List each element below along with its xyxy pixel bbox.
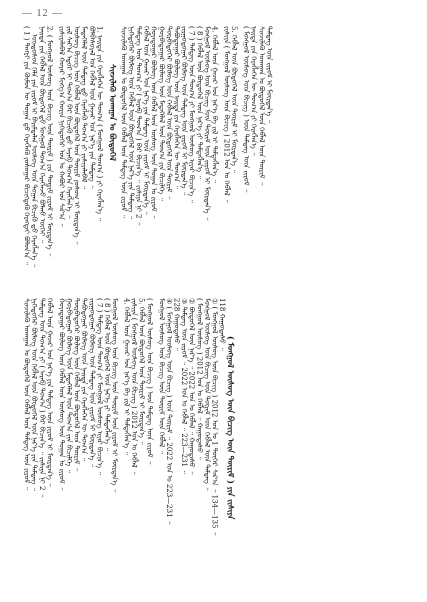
paragraph-line: ᠬᠡᠪᠯᠡᠯ ᠦᠨ ᠭᠠᠵᠠᠷ ᠤᠨ ᠨᠡᠷ᠎ᠡ ᠶᠢᠨ ᠲᠡᠮᠳᠡᠭ ᠦᠨ ᠵᠢᠷᠤᠮ ᠢ ᠮᠥᠷᠳᠡᠨ᠎ᠡ ᠃ <box>142 26 151 215</box>
paragraph-line: ᠮᠣᠩᠭᠣᠯ ᠦᠰᠦᠭ ᠦᠨ ᠪᠢᠴᠢᠭ ᠦᠨ ᠳᠦᠷᠢᠮ ᠦᠨ ᠵᠢᠷᠤᠮ ᠢ ᠮᠥᠷᠳᠡᠨ᠎ᠡ ᠃ <box>110 298 119 493</box>
paragraph-line: ᠵᠢᠯ ᠰᠠᠷ᠎ᠠ ᠡᠳᠦᠷ ᠢ ᠲᠣᠭ᠎ᠠ ᠪᠠᠷ ᠪᠢᠴᠢᠬᠦ ᠳ᠋ᠦ ᠠᠷᠠᠪ ᠲᠣᠭ᠎ᠠ ᠬᠡᠷᠡᠭᠯᠡᠨ᠎ᠡ ᠃ <box>64 26 73 219</box>
paragraph-line: ᠭᠤᠷᠪᠠᠳᠤᠭᠠᠷ ᠪᠦᠯᠦᠭ ᠦᠨ ᠮᠡᠳᠡᠭᠡᠯᠡᠯ ᠦᠨ ᠲᠣᠭ᠎ᠠ ᠶᠢᠨ ᠪᠢᠴᠢᠯᠭᠡ ᠃ <box>64 298 73 474</box>
paragraph-line: ᠰᠢᠨᠵᠢᠯᠡᠬᠦ ᠤᠬᠠᠭᠠᠨ ᠤ ᠪᠦᠲᠦᠭᠡᠯ ᠦᠨ ᠬᠡᠪᠯᠡᠯ ᠦᠨ ᠲᠡᠮᠳᠡᠭ ᠦᠨ ᠵᠢᠷᠤᠮ ᠃ <box>119 26 128 219</box>
section-heading: ᠰᠢᠨᠵᠢᠯᠡᠬᠦ ᠤᠬᠠᠭᠠᠨ ᠤ ᠪᠦᠲᠦᠭᠡᠯ <box>107 64 118 161</box>
paragraph-line: ᠮᠣᠩᠭᠣᠯ ᠦᠰᠦᠭ ᠦᠨ ᠪᠢᠴᠢᠭ ᠦᠨ ᠳᠦᠷᠢᠮ ᠦᠨ ᠬᠡᠪᠯᠡᠯ ᠦᠨ ᠲᠡᠮᠳᠡᠭ ᠃ <box>202 298 211 491</box>
paragraph-line: ᠬᠡᠪᠯᠡᠯ ᠦᠨ ᠭᠠᠵᠠᠷ ᠤᠨ ᠨᠡᠷ᠎ᠡ ᠶᠢᠨ ᠲᠡᠮᠳᠡᠭ ᠦᠨ ᠵᠢᠷᠤᠮ ᠢ ᠮᠥᠷᠳᠡᠨ᠎ᠡ ᠃ <box>45 298 54 487</box>
paragraph-line: ( 7 ) ᠲᠡᠮᠳᠡᠭ ᠦᠨ ᠲᠣᠭ᠎ᠠ ᠶᠢ ᠮᠣᠩᠭᠣᠯ ᠦᠰᠦᠭ ᠢᠶᠡᠷ ᠪᠢᠴᠢᠨ᠎ᠡ ᠃ <box>187 26 196 203</box>
paragraph-line: ᠰᠢᠨᠵᠢᠯᠡᠬᠦ ᠤᠬᠠᠭᠠᠨ ᠤ ᠪᠦᠲᠦᠭᠡᠯ ᠦᠨ ᠬᠡᠪᠯᠡᠯ ᠦᠨ ᠲᠡᠮᠳᠡᠭ ᠦᠨ ᠵᠢᠷᠤᠮ ᠃ <box>22 298 31 491</box>
paragraph-line: ( 1 ) ᠲᠡᠩᠷᠢ ᠶᠢᠨ ᠬᠦᠮᠦᠨ ᠦ ᠲᠣᠭᠠᠨ ᠳ᠋ᠤ ᠬᠡᠷᠡᠭᠯᠡᠬᠦ ᠶᠣᠰᠣᠭᠠᠷ ᠪᠢᠴᠢᠭᠳᠡᠬᠦ ᠬᠡᠷᠡᠭᠲᠡᠢ ᠪᠣᠯᠤᠨ᠎ᠠ ᠃ <box>22 26 31 265</box>
paragraph-line: ᠵᠢᠱᠢᠶᠡᠯᠡᠪᠡᠯ ᠬᠣᠶᠠᠷ ᠮᠢᠩᠭ᠎ᠠ ᠬᠣᠷᠢᠨ ᠨᠢᠭᠡᠳᠦᠭᠡᠷ ᠣᠨ ᠤ ᠬᠠᠪᠤᠷ ᠤᠨ ᠰᠠᠷ᠎ᠠ ᠃ <box>57 26 66 227</box>
paragraph-line: ᠮᠣᠩᠭᠣᠯ ᠦᠰᠦᠭ ᠦᠨ ᠪᠢᠴᠢᠭ ᠦᠨ ᠳᠦᠷᠢᠮ ᠦᠨ ᠬᠡᠪᠯᠡᠯ ᠃ <box>157 298 166 455</box>
paragraph-line: ( ᠮᠣᠩᠭᠣᠯ ᠦᠰᠦᠭ ) 2012 ᠣᠨ ᠤ ᠬᠡᠪᠯᠡᠯ ᠃ ᠬᠠᠭᠤᠳᠠᠰᠤ ᠃ <box>195 298 204 460</box>
paragraph-line: ᠨᠡᠢᠲᠡ ᠶᠢᠨ ᠬᠡᠪᠯᠡᠯ ᠦᠨ ᠪᠦᠲᠦᠭᠡᠯ ᠳ᠋ᠦ ᠮᠣᠩᠭᠣᠯ ᠲᠣᠭ᠎ᠠ ᠬᠡᠷᠡᠭᠯᠡᠵᠦ ᠪᠣᠯᠬᠤ ᠦᠭᠡᠢ ᠃ <box>37 26 46 244</box>
paragraph-line: 2. ( ᠮᠣᠩᠭᠣᠯ ᠦᠰᠦᠭ ᠦᠨ ᠪᠢᠴᠢᠭ ᠦᠨ ᠳᠦᠷᠢᠮ ) ᠶᠢᠨ ᠳᠦᠷᠢᠮ ᠵᠢᠷᠤᠮ ᠢ ᠮᠥᠷᠳᠡᠨ᠎ᠡ ᠃ <box>45 26 54 257</box>
paragraph-line: 5. ᠬᠡᠪᠯᠡᠯ ᠦᠨ ᠪᠦᠲᠦᠭᠡᠯ ᠦᠨ ᠳᠦᠷᠢᠮ ᠢ ᠮᠥᠷᠳᠡᠨ᠎ᠡ ᠃ <box>230 26 239 173</box>
bottom-text-block <box>22 298 417 564</box>
paragraph-line: ᠵᠢᠱᠢᠶᠡ ( ᠮᠣᠩᠭᠣᠯ ᠦᠰᠦᠭ ᠦᠨ ᠪᠢᠴᠢᠭ ) 2012 ᠣᠨ ᠤ ᠬᠡᠪᠯᠡᠯ ᠃ <box>222 26 231 203</box>
paragraph-line: ( ᠮᠣᠩᠭᠣᠯ ᠦᠰᠦᠭ ᠦᠨ ᠪᠢᠴᠢᠭ ) ᠦᠨ ᠲᠡᠮᠳᠡᠭ ᠦᠨ ᠵᠢᠷᠤᠮ ᠃ <box>242 26 251 193</box>
paragraph-line: ᠨᠢᠭᠡᠳᠦᠭᠡᠷ ᠪᠦᠯᠦᠭ ᠦᠨ ᠬᠡᠪᠯᠡᠯ ᠦᠨ ᠪᠦᠲᠦᠭᠡᠯ ᠦᠨ ᠨᠡᠷ᠎ᠡ ᠶᠢᠨ ᠲᠡᠮᠳᠡᠭ ᠃ <box>126 26 135 220</box>
paragraph-line: 228 ᠬᠠᠭᠤᠳᠠᠰᠤ ᠃ <box>172 298 181 351</box>
paragraph-line: ᠨᠢᠭᠡᠳᠦᠭᠡᠷ ᠪᠦᠯᠦᠭ ᠦᠨ ᠬᠡᠪᠯᠡᠯ ᠦᠨ ᠪᠦᠲᠦᠭᠡᠯ ᠦᠨ ᠨᠡᠷ᠎ᠡ ᠶᠢᠨ ᠲᠡᠮᠳᠡᠭ ᠃ <box>30 298 39 492</box>
paragraph-line: ᠲᠡᠮᠳᠡᠭ ᠦᠨ ᠲᠣᠭ᠎ᠠ ᠶᠢ ( ᠠᠷᠠᠪ ᠲᠣᠭ᠎ᠠ ) ᠪᠠᠷ ᠪᠢᠴᠢᠨ᠎ᠡ ᠃ ᠵᠢᠱᠢᠶᠡ ᠨᠢ 2 ᠃ <box>37 298 46 498</box>
paragraph-line: 1. ᠨᠡᠢᠲᠡ ᠶᠢᠨ ᠬᠡᠷᠡᠭᠯᠡᠭᠡᠨ ᠦ ᠲᠣᠭ᠎ᠠ ( ᠮᠣᠩᠭᠣᠯ ᠲᠣᠭ᠎ᠠ ) ᠶᠢ ᠬᠡᠷᠡᠭᠯᠡᠨ᠎ᠡ ᠃ <box>95 26 104 221</box>
paragraph-line: ᠭᠤᠷᠪᠠᠳᠤᠭᠠᠷ ᠪᠦᠯᠦᠭ ᠦᠨ ᠮᠡᠳᠡᠭᠡᠯᠡᠯ ᠦᠨ ᠲᠣᠭ᠎ᠠ ᠶᠢᠨ ᠪᠢᠴᠢᠯᠭᠡ ᠃ <box>157 26 166 202</box>
paragraph-line: ᠮᠣᠩᠭᠣᠯ ᠦᠰᠦᠭ ᠦᠨ ᠪᠢᠴᠢᠭ ᠦᠨ ᠳᠦᠷᠢᠮ ᠦᠨ ᠵᠢᠷᠤᠮ ᠢ ᠮᠥᠷᠳᠡᠨ᠎ᠡ ᠃ <box>202 26 211 221</box>
paragraph-line: ② ᠪᠦᠲᠦᠭᠡᠯ ᠦᠨ ᠨᠡᠷ᠎ᠡ ᠃ 2022 ᠣᠨ ᠤ ᠬᠡᠪᠯᠡᠯ ᠃ ᠬᠠᠭᠤᠳᠠᠰᠤ ᠃ <box>187 298 196 475</box>
paragraph-line: ᠦᠰᠦᠭ ᠪᠢᠴᠢᠭ ᠦᠨ ᠬᠡᠪᠯᠡᠯ ᠦᠨ ᠪᠦᠲᠦᠭᠡᠯ ᠦᠨ ᠳᠦᠷᠢᠮ ᠶᠣᠰᠣᠭ ᠢ ᠮᠥᠷᠳᠡᠨ᠎ᠡ ᠃ <box>72 26 81 245</box>
paragraph-line: 118 ᠬᠠᠭᠤᠳᠠᠰᠤ ᠃ <box>218 298 227 351</box>
paragraph-line: ᠬᠣᠶᠠᠳᠤᠭᠠᠷ ᠪᠦᠯᠦᠭ ᠦᠨ ᠬᠡᠪᠯᠡᠯ ᠦᠨ ᠦᠰᠦᠭ ᠦᠨ ᠲᠣᠭᠠᠨ ᠤ ᠵᠢᠷᠤᠮ ᠃ <box>149 26 158 219</box>
paragraph-line: ( ᠮᠣᠩᠭᠣᠯ ᠦᠰᠦᠭ ᠦᠨ ᠪᠢᠴᠢᠭ ) ᠦᠨ ᠲᠡᠮᠳᠡᠭ ᠦᠨ ᠵᠢᠷᠤᠮ ᠃ <box>145 298 154 465</box>
paragraph-line: ① ( ᠮᠣᠩᠭᠣᠯ ᠦᠰᠦᠭ ᠦᠨ ᠪᠢᠴᠢᠭ ) 2012 ᠣᠨ ᠤ 1 ᠳᠦᠭᠡᠷ ᠰᠠᠷ᠎ᠠ ᠃ 134—135 ᠃ <box>210 298 219 536</box>
paragraph-line: ④ ( ᠮᠣᠩᠭᠣᠯ ᠦᠰᠦᠭ ᠦᠨ ᠪᠢᠴᠢᠭ ) ᠦᠨ ᠳᠦᠷᠢᠮ ᠃ 2022 ᠣᠨ ᠤ 223—231 ᠃ <box>164 298 173 525</box>
paragraph-line: ③ ᠲᠡᠮᠳᠡᠭ ᠦᠨ ᠵᠢᠷᠤᠮ ᠃ 2022 ᠣᠨ ᠤ ᠬᠡᠪᠯᠡᠯ ᠃ 223—231 ᠃ <box>180 298 189 474</box>
paragraph-line: ( 8 ) ᠬᠡᠪᠯᠡᠯ ᠦᠨ ᠪᠦᠲᠦᠭᠡᠯ ᠦᠨ ᠨᠡᠷ᠎ᠡ ᠶᠢ ᠲᠡᠮᠳᠡᠭᠯᠡᠨ᠎ᠡ ᠃ <box>102 298 111 451</box>
paragraph-line: ᠲᠡᠮᠳᠡᠭ ᠦᠨ ᠵᠢᠷᠤᠮ ᠢ ᠮᠥᠷᠳᠡᠨ᠎ᠡ ᠃ <box>264 26 273 124</box>
paragraph-line: ᠮᠡᠳᠡᠭᠡᠯᠡᠯ ᠦᠨ ᠲᠡᠮᠳᠡᠭ ᠳ᠋ᠦ ᠬᠡᠷᠡᠭᠯᠡᠬᠦ ᠲᠣᠭ᠎ᠠ ᠶᠢ ᠵᠢᠱᠢᠶᠡᠯᠡᠪᠡᠯ ᠃ <box>80 26 89 190</box>
paragraph-line: ᠪᠣᠯᠪᠠᠰᠤᠷᠠᠯ ᠤᠨ ᠬᠡᠪᠯᠡᠯ ᠦᠨ ᠭᠠᠵᠠᠷ ᠤᠨ ᠨᠡᠷ᠎ᠡ ᠶᠢᠨ ᠲᠡᠮᠳᠡᠭ ᠃ <box>87 26 96 189</box>
paragraph-line: ( 8 ) ᠬᠡᠪᠯᠡᠯ ᠦᠨ ᠪᠦᠲᠦᠭᠡᠯ ᠦᠨ ᠨᠡᠷ᠎ᠡ ᠶᠢ ᠲᠡᠮᠳᠡᠭᠯᠡᠨ᠎ᠡ ᠃ <box>195 26 204 179</box>
paragraph-line: ᠵᠢᠷᠭᠤᠳᠤᠭᠠᠷ ᠪᠦᠯᠦᠭ ᠦᠨ ᠲᠡᠮᠳᠡᠭ ᠦᠨ ᠵᠢᠷᠤᠮ ᠢ ᠮᠥᠷᠳᠡᠨ᠎ᠡ ᠃ <box>180 26 189 196</box>
paragraph-line: ᠲᠡᠮᠳᠡᠭ ᠦᠨ ᠲᠣᠭ᠎ᠠ ᠶᠢ ( ᠠᠷᠠᠪ ᠲᠣᠭ᠎ᠠ ) ᠪᠠᠷ ᠪᠢᠴᠢᠨ᠎ᠡ ᠃ ᠵᠢᠱᠢᠶᠡ ᠨᠢ 2 ᠃ <box>134 26 143 226</box>
paragraph-line: 5. ᠬᠡᠪᠯᠡᠯ ᠦᠨ ᠪᠦᠲᠦᠭᠡᠯ ᠦᠨ ᠳᠦᠷᠢᠮ ᠢ ᠮᠥᠷᠳᠡᠨ᠎ᠡ ᠃ <box>137 298 146 445</box>
paragraph-line: ᠰᠢᠨᠵᠢᠯᠡᠬᠦ ᠤᠬᠠᠭᠠᠨ ᠤ ᠪᠦᠲᠦᠭᠡᠯ ᠦᠨ ᠬᠡᠪᠯᠡᠯ ᠦᠨ ᠳᠦᠷᠢᠮ ᠃ <box>257 26 266 186</box>
paragraph-line: 4. ᠬᠡᠪᠯᠡᠯ ᠦᠨ ᠭᠠᠵᠠᠷ ᠤᠨ ᠨᠡᠷ᠎ᠡ ᠪᠠ ᠵᠢᠯ ᠢ ᠲᠡᠮᠳᠡᠭᠯᠡᠨ᠎ᠡ ᠃ <box>122 298 131 455</box>
paragraph-line: ᠳᠥᠷᠪᠡᠳᠦᠭᠡᠷ ᠪᠦᠯᠦᠭ ᠦᠨ ᠬᠡᠪᠯᠡᠯ ᠦᠨ ᠪᠦᠲᠦᠭᠡᠯ ᠦᠨ ᠳᠦᠷᠢᠮ ᠃ <box>164 26 173 200</box>
paragraph-line: ᠲᠠᠪᠤᠳᠤᠭᠠᠷ ᠪᠦᠯᠦᠭ ᠦᠨ ᠨᠡᠢᠲᠡ ᠶᠢᠨ ᠬᠡᠷᠡᠭᠯᠡᠭᠡᠨ ᠦ ᠲᠣᠭ᠎ᠠ ᠃ <box>172 26 181 189</box>
footnote-heading: ( ᠮᠣᠩᠭᠣᠯ ᠦᠰᠦᠭ ᠦᠨ ᠪᠢᠴᠢᠭ ᠦᠨ ᠳᠦᠷᠢᠮ ) ᠶᠢᠨ ᠵᠢᠱᠢᠶᠡ <box>226 336 237 520</box>
paragraph-line: ᠲᠠᠪᠤᠳᠤᠭᠠᠷ ᠪᠦᠯᠦᠭ ᠦᠨ ᠨᠡᠢᠲᠡ ᠶᠢᠨ ᠬᠡᠷᠡᠭᠯᠡᠭᠡᠨ ᠦ ᠲᠣᠭ᠎ᠠ ᠃ <box>80 298 89 461</box>
paragraph-line: ( 7 ) ᠲᠡᠮᠳᠡᠭ ᠦᠨ ᠲᠣᠭ᠎ᠠ ᠶᠢ ᠮᠣᠩᠭᠣᠯ ᠦᠰᠦᠭ ᠢᠶᠡᠷ ᠪᠢᠴᠢᠨ᠎ᠡ ᠃ <box>95 298 104 475</box>
paragraph-line: ᠨᠡᠢᠲᠡ ᠶᠢᠨ ᠬᠡᠷᠡᠭᠯᠡᠭᠡᠨ ᠦ ᠲᠣᠭ᠎ᠠ ᠶᠢ ᠬᠡᠷᠡᠭᠯᠡᠨ᠎ᠡ ᠃ <box>249 26 258 156</box>
paragraph-line: 4. ᠬᠡᠪᠯᠡᠯ ᠦᠨ ᠭᠠᠵᠠᠷ ᠤᠨ ᠨᠡᠷ᠎ᠡ ᠪᠠ ᠵᠢᠯ ᠢ ᠲᠡᠮᠳᠡᠭᠯᠡᠨ᠎ᠡ ᠃ <box>210 26 219 183</box>
paragraph-line: ᠵᠢᠱᠢᠶᠡ ( ᠮᠣᠩᠭᠣᠯ ᠦᠰᠦᠭ ᠦᠨ ᠪᠢᠴᠢᠭ ) 2012 ᠣᠨ ᠤ ᠬᠡᠪᠯᠡᠯ ᠃ <box>130 298 139 475</box>
paragraph-line: ᠬᠣᠶᠠᠳᠤᠭᠠᠷ ᠪᠦᠯᠦᠭ ᠦᠨ ᠬᠡᠪᠯᠡᠯ ᠦᠨ ᠦᠰᠦᠭ ᠦᠨ ᠲᠣᠭᠠᠨ ᠤ ᠵᠢᠷᠤᠮ ᠃ <box>57 298 66 491</box>
paragraph-line: ᠦᠨᠳᠦᠰᠦᠨ ᠬᠡᠯᠡ ᠶᠢᠨ ᠵᠢᠷᠤᠮ ᠢ ᠪᠠᠷᠢᠮᠳᠠᠯᠠᠨ ᠦᠰᠦᠭ ᠦᠨ ᠲᠣᠭᠠᠨ ᠪᠢᠴᠢᠬᠦ ᠳ᠋ᠦ ᠬᠡᠷᠡᠭᠯᠡᠨ᠎ᠡ ᠃ <box>30 34 39 268</box>
paragraph-line: ᠵᠢᠷᠭᠤᠳᠤᠭᠠᠷ ᠪᠦᠯᠦᠭ ᠦᠨ ᠲᠡᠮᠳᠡᠭ ᠦᠨ ᠵᠢᠷᠤᠮ ᠢ ᠮᠥᠷᠳᠡᠨ᠎ᠡ ᠃ <box>87 298 96 468</box>
page-number: — 12 — <box>22 8 63 19</box>
top-text-block <box>22 26 417 268</box>
paragraph-line: ᠳᠥᠷᠪᠡᠳᠦᠭᠡᠷ ᠪᠦᠯᠦᠭ ᠦᠨ ᠬᠡᠪᠯᠡᠯ ᠦᠨ ᠪᠦᠲᠦᠭᠡᠯ ᠦᠨ ᠳᠦᠷᠢᠮ ᠃ <box>72 298 81 472</box>
